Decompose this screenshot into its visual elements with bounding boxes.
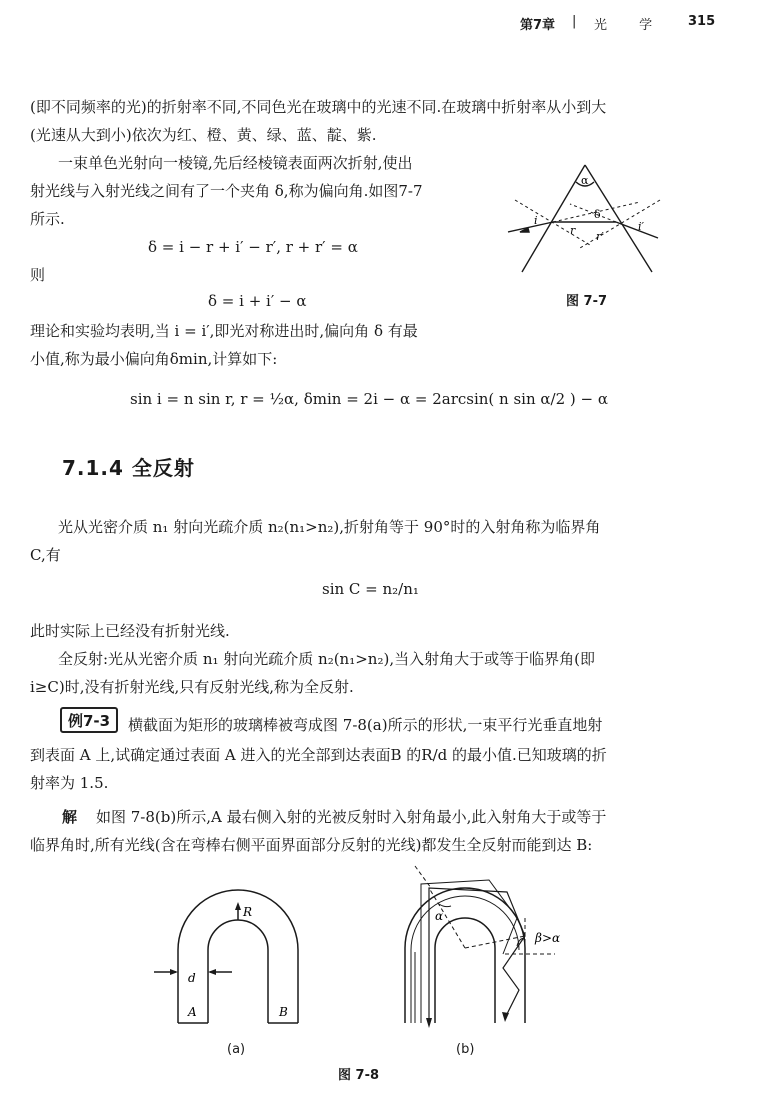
inner-boundary bbox=[435, 918, 495, 1023]
example-line: 到表面 A 上,试确定通过表面 A 进入的光全部到达表面B 的R/d 的最小值.已知玻璃的折 bbox=[30, 746, 607, 764]
alpha-label: α bbox=[435, 909, 444, 923]
example-badge: 例7-3 bbox=[60, 707, 118, 733]
prism-figure bbox=[500, 160, 670, 280]
i-prime-label: i′ bbox=[638, 220, 645, 233]
d-label: d bbox=[188, 971, 196, 985]
alpha-arc bbox=[439, 904, 451, 907]
r-prime-label: r′ bbox=[596, 230, 604, 243]
solution-line: 临界角时,所有光线(含在弯棒右侧平面界面部分反射的光线)都发生全反射而能到达 B: bbox=[30, 836, 593, 854]
page-number: 315 bbox=[688, 14, 716, 29]
emergent-ray bbox=[616, 222, 658, 238]
beta-label: β>α bbox=[535, 931, 561, 945]
subject-label: 光 学 bbox=[594, 18, 667, 33]
extended-emergent bbox=[570, 204, 616, 222]
paragraph-line: 一束单色光射向一棱镜,先后经棱镜表面两次折射,使出 bbox=[58, 154, 413, 172]
deviation-simplified-formula: δ = i + i′ − α bbox=[208, 292, 307, 310]
delta-label: δ bbox=[594, 208, 601, 221]
a-label: A bbox=[188, 1005, 197, 1019]
r-label: r bbox=[570, 224, 576, 237]
figure-7-8b-caption: (b) bbox=[456, 1042, 475, 1057]
i-label: i bbox=[534, 214, 538, 227]
paragraph-line: 全反射:光从光密介质 n₁ 射向光疏介质 n₂(n₁>n₂),当入射角大于或等于临界角(即 bbox=[58, 650, 595, 668]
b-label: B bbox=[279, 1005, 288, 1019]
paragraph-line: 此时实际上已经没有折射光线. bbox=[30, 622, 230, 640]
paragraph-then: 则 bbox=[30, 266, 46, 284]
deviation-formula: δ = i − r + i′ − r′, r + r′ = α bbox=[148, 238, 358, 256]
chapter-label: 第7章 bbox=[520, 18, 556, 33]
paragraph-line: 理论和实验均表明,当 i = i′,即光对称进出时,偏向角 δ 有最 bbox=[30, 322, 418, 340]
bent-rod-figure-a bbox=[140, 868, 320, 1028]
extension-line bbox=[415, 866, 431, 888]
radius-arrow-head bbox=[235, 902, 241, 910]
prism-left-face bbox=[522, 165, 585, 272]
paragraph-line: 射光线与入射光线之间有了一个夹角 δ,称为偏向角.如图7-7 bbox=[30, 182, 423, 200]
paragraph-line: 光从光密介质 n₁ 射向光疏介质 n₂(n₁>n₂),折射角等于 90°时的入射角称为临界角 bbox=[58, 518, 601, 536]
arrow-head bbox=[426, 1018, 432, 1028]
bent-rod-figure-b bbox=[385, 858, 585, 1028]
paragraph-line: i≥C)时,没有折射光线,只有反射光线,称为全反射. bbox=[30, 678, 354, 696]
example-line: 横截面为矩形的玻璃棒被弯成图 7-8(a)所示的形状,一束平行光垂直地射 bbox=[128, 716, 603, 734]
outer-boundary bbox=[405, 888, 525, 1023]
d-arrow-head-left bbox=[170, 969, 178, 975]
critical-angle-formula: sin C = n₂/n₁ bbox=[322, 580, 419, 598]
d-arrow-head-right bbox=[208, 969, 216, 975]
alpha-label: α bbox=[581, 174, 589, 187]
header-separator: | bbox=[572, 14, 577, 29]
section-title: 7.1.4 全反射 bbox=[62, 456, 195, 480]
figure-7-8-caption: 图 7-8 bbox=[338, 1068, 380, 1083]
paragraph-line: 小值,称为最小偏向角δmin,计算如下: bbox=[30, 350, 278, 368]
paragraph-line: C,有 bbox=[30, 546, 61, 564]
figure-7-7-caption: 图 7-7 bbox=[566, 294, 608, 309]
min-deviation-formula: sin i = n sin r, r = ½α, δmin = 2i − α = 2arcsin( n sin α/2 ) − α bbox=[130, 390, 608, 408]
example-line: 射率为 1.5. bbox=[30, 774, 109, 792]
paragraph-line: (即不同频率的光)的折射率不同,不同色光在玻璃中的光速不同.在玻璃中折射率从小到大 bbox=[30, 98, 607, 116]
paragraph-line: (光速从大到小)依次为红、橙、黄、绿、蓝、靛、紫. bbox=[30, 126, 377, 144]
arrow-head bbox=[502, 1012, 509, 1022]
figure-7-8a-caption: (a) bbox=[227, 1042, 246, 1057]
solution-badge: 解 bbox=[62, 808, 78, 826]
inner-ray-path bbox=[411, 896, 519, 1023]
paragraph-line: 所示. bbox=[30, 210, 65, 228]
solution-line: 如图 7-8(b)所示,A 最右侧入射的光被反射时入射角最小,此入射角大于或等于 bbox=[96, 808, 607, 826]
r-label: R bbox=[243, 905, 253, 919]
